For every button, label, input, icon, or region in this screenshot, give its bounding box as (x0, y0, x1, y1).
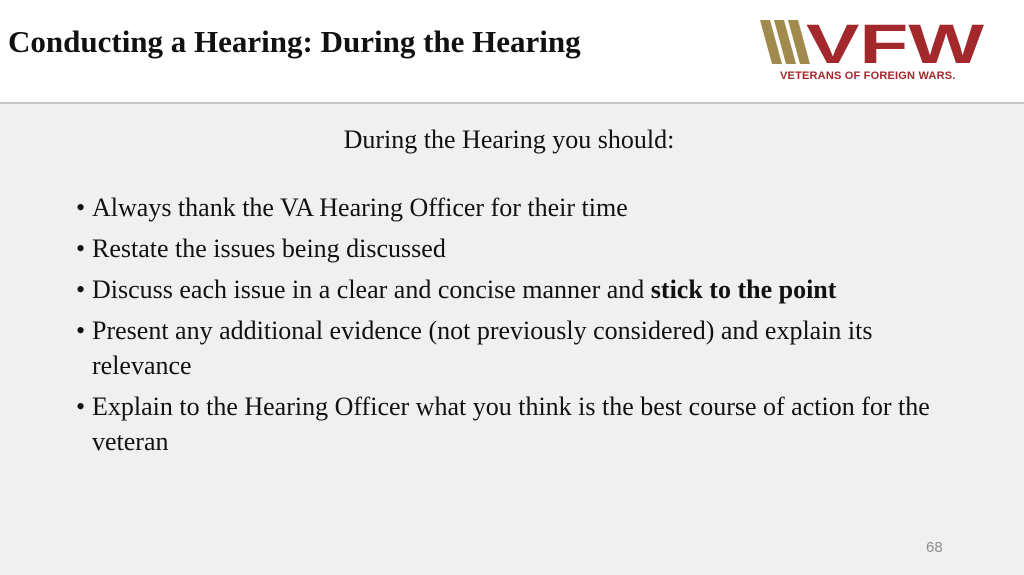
vfw-wordmark: VFW (806, 20, 985, 68)
vfw-logo-mark (760, 20, 990, 68)
bullet-text: Present any additional evidence (not previously considered) and explain its relevance (92, 316, 873, 380)
bullet-dot: • (76, 193, 86, 222)
bullet-dot: • (76, 316, 86, 345)
bullet-item (76, 272, 976, 307)
bullet-list (76, 190, 976, 465)
bullet-item (76, 231, 976, 266)
bullet-item (76, 389, 976, 459)
page-number: 68 (926, 539, 943, 556)
bullet-text: Always thank the VA Hearing Officer for their time (92, 193, 628, 222)
vfw-tagline: VETERANS OF FOREIGN WARS. (780, 70, 956, 82)
slide-header (0, 0, 1024, 104)
vfw-logo (760, 20, 990, 84)
slide-title: Conducting a Hearing: During the Hearing (8, 24, 581, 59)
bullet-dot: • (76, 392, 86, 421)
bullet-text: Explain to the Hearing Officer what you think is the best course of action for the veteran (92, 392, 930, 456)
bullet-text: Discuss each issue in a clear and concise manner and (92, 275, 651, 304)
bullet-emphasis: stick to the point (650, 275, 837, 304)
bullet-item (76, 190, 976, 225)
bullet-item (76, 313, 976, 383)
bullet-text: Restate the issues being discussed (92, 234, 446, 263)
slide-subtitle: During the Hearing you should: (343, 125, 675, 154)
bullet-dot: • (76, 234, 86, 263)
bullet-dot: • (76, 275, 86, 304)
